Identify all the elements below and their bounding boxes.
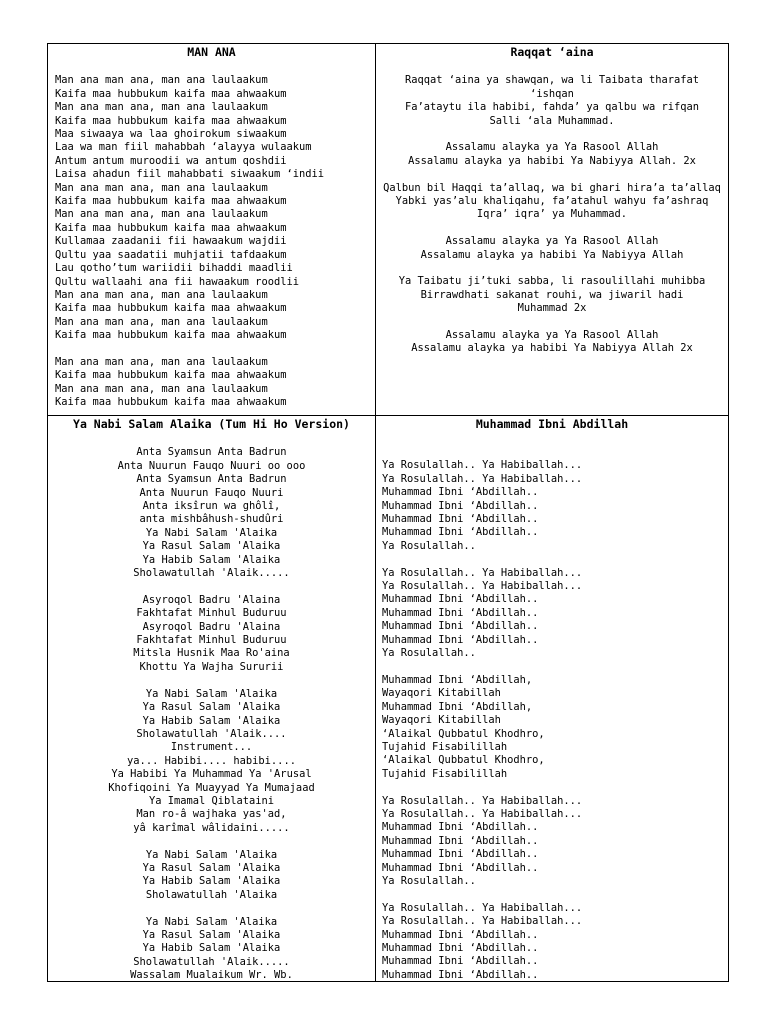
lyric-line: Ya Rosulallah.. Ya Habiballah...	[382, 901, 583, 914]
lyric-line: Wayaqori Kitabillah	[382, 714, 501, 727]
lyric-line: Kullamaa zaadanii fii hawaakum wajdii	[55, 235, 287, 248]
lyric-line: Lau qotho’tum wariidii bihaddi maadlii	[55, 262, 293, 275]
lyric-line: Muhammad Ibni ‘Abdillah..	[382, 513, 539, 526]
lyric-line: Ya Nabi Salam 'Alaika	[145, 915, 278, 928]
lyric-line: Ya Nabi Salam 'Alaika	[145, 526, 278, 539]
lyric-line: Laa wa man fiil mahabbah ‘alayya wulaakum	[55, 141, 312, 154]
lyric-line: Anta Nuurun Fauqo Nuuri oo ooo	[117, 459, 306, 472]
lyric-line: Kaifa maa hubbukum kaifa maa ahwaakum	[55, 114, 287, 127]
lyric-line: Man ana man ana, man ana laulaakum	[55, 208, 268, 221]
lyric-line: Ya Habib Salam 'Alaika	[142, 553, 281, 566]
stanza-break	[376, 316, 728, 329]
lyric-line: Ya Rosulallah.. Ya Habiballah...	[382, 459, 583, 472]
lyric-line: Antum antum muroodii wa antum qoshdii	[55, 154, 287, 167]
lyric-line: Muhammad Ibni ‘Abdillah..	[382, 620, 539, 633]
lyric-line: Khofiqoini Ya Muayyad Ya Mumajaad	[108, 781, 315, 794]
lyric-line: Muhammad Ibni ‘Abdillah..	[382, 955, 539, 968]
lyric-line: Tujahid Fisabilillah	[382, 767, 508, 780]
lyric-line: Iqra’ iqra’ ya Muhammad.	[476, 208, 628, 221]
stanza-break	[48, 902, 375, 915]
lyric-line: Muhammad Ibni ‘Abdillah..	[382, 606, 539, 619]
stanza-break	[382, 888, 728, 901]
lyric-line: Muhammad Ibni ‘Abdillah..	[382, 499, 539, 512]
lyric-line: Wassalam Mualaikum Wr. Wb.	[130, 969, 293, 981]
lyric-line: Muhammad Ibni ‘Abdillah..	[382, 593, 539, 606]
lyric-line: Ya Nabi Salam 'Alaika	[145, 687, 278, 700]
lyric-line: Ya Rasul Salam 'Alaika	[142, 540, 281, 553]
cell-ya-nabi	[48, 416, 376, 981]
lyric-line: Salli ‘ala Muhammad.	[489, 114, 615, 127]
lyric-line: Laisa ahadun fiil mahabbati siwaakum ‘indii	[55, 168, 324, 181]
lyric-line: Ya Rasul Salam 'Alaika	[142, 701, 281, 714]
lyric-line: Ya Rosulallah.. Ya Habiballah...	[382, 915, 583, 928]
stanza-break	[376, 128, 728, 141]
lyric-line: Maa siwaaya wa laa ghoirokum siwaakum	[55, 128, 287, 141]
lyric-line: Ya Rosulallah.. Ya Habiballah...	[382, 580, 583, 593]
lyric-line: Ya Imamal Qiblataini	[148, 794, 275, 807]
lyric-line: Ya Nabi Salam 'Alaika	[145, 848, 278, 861]
lyric-line: ‘ishqan	[530, 87, 574, 100]
lyric-line: Muhammad Ibni ‘Abdillah..	[382, 848, 539, 861]
lyric-line: Anta Syamsun Anta Badrun	[136, 446, 287, 459]
lyric-line: Sholawatullah 'Alaik.....	[133, 567, 290, 580]
lyric-line: Kaifa maa hubbukum kaifa maa ahwaakum	[55, 329, 287, 342]
cell-muhammad-ibni	[376, 416, 728, 981]
lyric-line: Man ana man ana, man ana laulaakum	[55, 288, 268, 301]
raqqat-aina-lyrics	[376, 74, 728, 355]
lyric-line: Man ana man ana, man ana laulaakum	[55, 74, 268, 87]
lyric-line: Ya Rosulallah.. Ya Habiballah...	[382, 794, 583, 807]
lyric-line: Asyroqol Badru 'Alaina	[142, 593, 281, 606]
lyric-line: Qalbun bil Haqqi ta’allaq, wa bi ghari hira’a ta’allaq	[383, 181, 721, 194]
lyric-line: Assalamu alayka ya habibi Ya Nabiyya Allah	[420, 248, 684, 261]
lyric-line: Muhammad Ibni ‘Abdillah..	[382, 861, 539, 874]
lyric-line: Instrument...	[170, 741, 253, 754]
lyric-line: Kaifa maa hubbukum kaifa maa ahwaakum	[55, 369, 287, 382]
stanza-break	[376, 222, 728, 235]
man-ana-lyrics	[48, 74, 375, 409]
lyric-line: Muhammad 2x	[517, 302, 587, 315]
lyric-line: Ya Rasul Salam 'Alaika	[142, 861, 281, 874]
lyric-line: Muhammad Ibni ‘Abdillah,	[382, 673, 533, 686]
lyric-line: Muhammad Ibni ‘Abdillah..	[382, 928, 539, 941]
lyric-line: Assalamu alayka ya Ya Rasool Allah	[445, 329, 659, 342]
man-ana-title: MAN ANA	[187, 45, 236, 59]
stanza-break	[55, 343, 375, 356]
ya-nabi-title: Ya Nabi Salam Alaika (Tum Hi Ho Version)	[73, 417, 350, 431]
lyric-line: Wayaqori Kitabillah	[382, 687, 501, 700]
lyric-line: Muhammad Ibni ‘Abdillah..	[382, 821, 539, 834]
lyric-line: Anta Syamsun Anta Badrun	[136, 473, 287, 486]
lyric-line: Sholawatullah 'Alaik.....	[133, 955, 290, 968]
lyric-line: Assalamu alayka ya Ya Rasool Allah	[445, 235, 659, 248]
lyric-line: Assalamu alayka ya habibi Ya Nabiyya Allah 2x	[411, 342, 693, 355]
lyric-line: Qultu yaa saadatii muhjatii tafdaakum	[55, 248, 287, 261]
lyric-line: Kaifa maa hubbukum kaifa maa ahwaakum	[55, 396, 287, 409]
lyric-line: Anta iksîrun wa ghôlî,	[142, 500, 281, 513]
stanza-break	[376, 262, 728, 275]
lyric-line: Man ana man ana, man ana laulaakum	[55, 101, 268, 114]
lyric-line: anta mishbâhush-shudûri	[139, 513, 284, 526]
raqqat-aina-title: Raqqat ‘aina	[510, 45, 594, 59]
lyric-line: Raqqat ‘aina ya shawqan, wa li Taibata tharafat	[404, 74, 700, 87]
lyric-line: Asyroqol Badru 'Alaina	[142, 620, 281, 633]
lyric-line: Muhammad Ibni ‘Abdillah..	[382, 968, 539, 981]
lyric-line: Ya Rosulallah.. Ya Habiballah...	[382, 807, 583, 820]
lyric-line: Assalamu alayka ya habibi Ya Nabiyya Allah. 2x	[408, 154, 696, 167]
muhammad-ibni-title: Muhammad Ibni Abdillah	[475, 417, 629, 431]
lyric-line: Tujahid Fisabilillah	[382, 740, 508, 753]
stanza-break	[382, 660, 728, 673]
lyric-line: Sholawatullah 'Alaik....	[136, 727, 287, 740]
lyric-line: Ya Rosulallah.. Ya Habiballah...	[382, 566, 583, 579]
lyric-line: Ya Habib Salam 'Alaika	[142, 714, 281, 727]
lyric-line: Kaifa maa hubbukum kaifa maa ahwaakum	[55, 302, 287, 315]
ya-nabi-lyrics	[48, 446, 375, 981]
lyric-line: Muhammad Ibni ‘Abdillah..	[382, 486, 539, 499]
lyric-line: Ya Rosulallah..	[382, 539, 476, 552]
lyric-line: Yabki yas’alu khaliqahu, fa’atahul wahyu fa’ashraq	[395, 195, 709, 208]
lyric-line: Ya Rosulallah.. Ya Habiballah...	[382, 472, 583, 485]
cell-man-ana	[48, 44, 376, 416]
lyric-line: Fakhtafat Minhul Buduruu	[136, 607, 287, 620]
stanza-break	[382, 553, 728, 566]
lyric-line: Mitsla Husnik Maa Ro'aina	[133, 647, 290, 660]
muhammad-ibni-lyrics	[376, 459, 728, 981]
lyric-line: Muhammad Ibni ‘Abdillah..	[382, 941, 539, 954]
lyric-line: ya... Habibi.... habibi....	[127, 754, 296, 767]
lyric-line: Ya Habibi Ya Muhammad Ya 'Arusal	[111, 768, 312, 781]
stanza-break	[48, 835, 375, 848]
stanza-break	[376, 168, 728, 181]
lyric-line: ‘Alaikal Qubbatul Khodhro,	[382, 754, 545, 767]
lyric-line: yâ karîmal wâlidaini.....	[133, 821, 290, 834]
lyric-line: Khottu Ya Wajha Sururii	[139, 660, 284, 673]
lyric-line: Ya Rosulallah..	[382, 647, 476, 660]
lyric-line: Man ana man ana, man ana laulaakum	[55, 355, 268, 368]
lyric-line: Kaifa maa hubbukum kaifa maa ahwaakum	[55, 87, 287, 100]
lyric-line: Kaifa maa hubbukum kaifa maa ahwaakum	[55, 221, 287, 234]
lyric-line: Ya Rasul Salam 'Alaika	[142, 928, 281, 941]
lyric-line: Muhammad Ibni ‘Abdillah,	[382, 700, 533, 713]
lyric-line: Anta Nuurun Fauqo Nuuri	[139, 486, 284, 499]
lyric-line: Fakhtafat Minhul Buduruu	[136, 634, 287, 647]
lyric-line: Birrawdhati sakanat rouhi, wa jiwaril hadi	[420, 288, 684, 301]
lyric-line: Man ana man ana, man ana laulaakum	[55, 382, 268, 395]
lyric-line: ‘Alaikal Qubbatul Khodhro,	[382, 727, 545, 740]
lyric-line: Muhammad Ibni ‘Abdillah..	[382, 633, 539, 646]
lyric-line: Qultu wallaahi ana fii hawaakum roodlii	[55, 275, 299, 288]
lyrics-table	[47, 43, 729, 982]
lyric-line: Fa’ataytu ila habibi, fahda’ ya qalbu wa rifqan	[404, 101, 700, 114]
lyric-line: Man ana man ana, man ana laulaakum	[55, 181, 268, 194]
lyric-line: Muhammad Ibni ‘Abdillah..	[382, 526, 539, 539]
lyric-line: Man ro-â wajhaka yas'ad,	[136, 808, 287, 821]
lyric-line: Assalamu alayka ya Ya Rasool Allah	[445, 141, 659, 154]
lyric-line: Ya Rosulallah..	[382, 874, 476, 887]
cell-raqqat-aina	[376, 44, 728, 416]
lyric-line: Ya Taibatu ji’tuki sabba, li rasoulillahi muhibba	[398, 275, 706, 288]
stanza-break	[48, 580, 375, 593]
lyric-line: Muhammad Ibni ‘Abdillah..	[382, 834, 539, 847]
lyric-line: Kaifa maa hubbukum kaifa maa ahwaakum	[55, 195, 287, 208]
stanza-break	[48, 674, 375, 687]
lyric-line: Sholawatullah 'Alaika	[145, 888, 278, 901]
lyric-line: Ya Habib Salam 'Alaika	[142, 942, 281, 955]
lyric-line: Man ana man ana, man ana laulaakum	[55, 315, 268, 328]
lyric-line: Ya Habib Salam 'Alaika	[142, 875, 281, 888]
stanza-break	[382, 781, 728, 794]
